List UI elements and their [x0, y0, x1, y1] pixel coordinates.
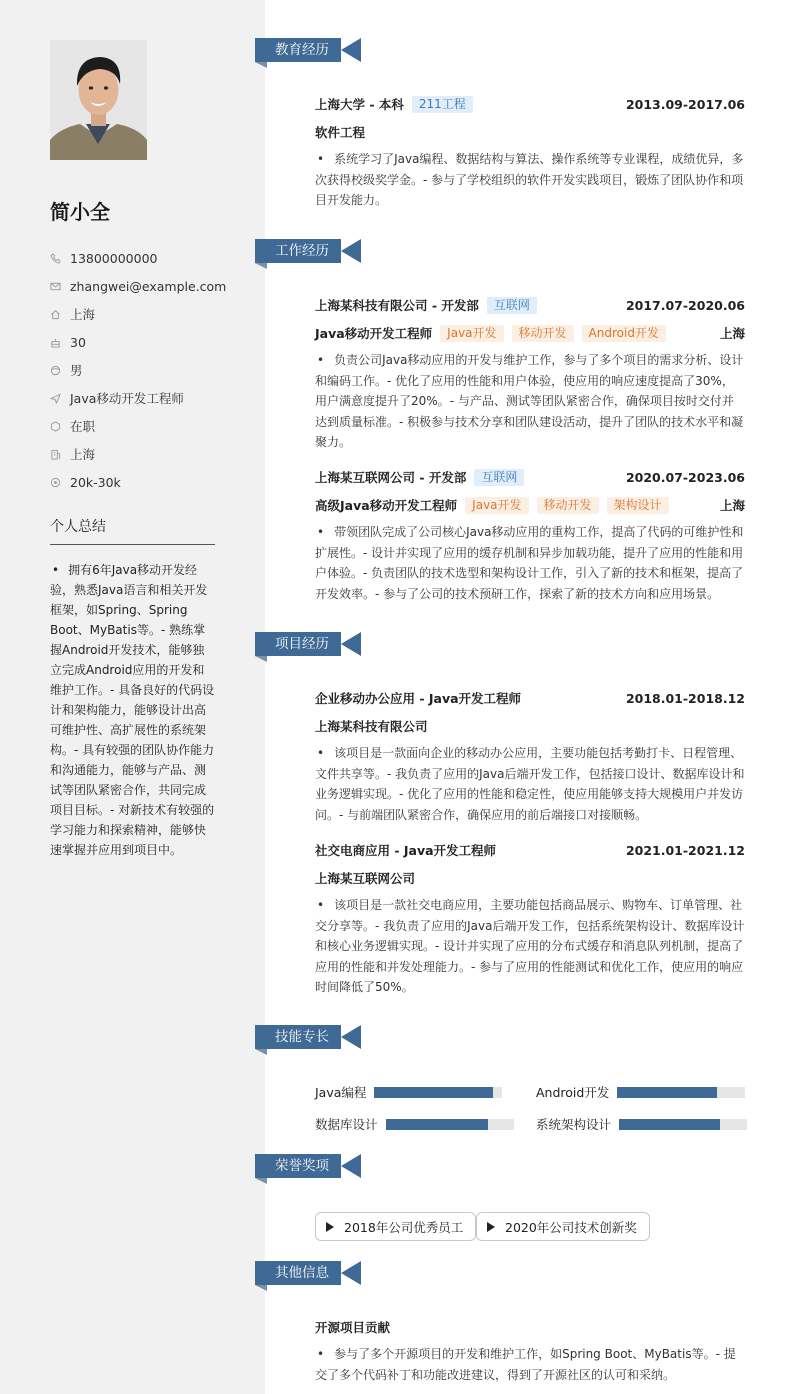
work-city: 上海 — [719, 498, 745, 513]
work-city: 上海 — [719, 326, 745, 341]
phone-icon — [50, 253, 61, 264]
skill-name: Java编程 — [315, 1085, 367, 1100]
work-title: Java移动开发工程师 — [315, 326, 433, 341]
skill-bar-fill — [386, 1119, 488, 1130]
skill-item — [536, 1084, 745, 1100]
work-date: 2017.07-2020.06 — [625, 297, 745, 313]
section-education-title: 教育经历 — [255, 34, 363, 66]
project-company: 上海某互联网公司 — [315, 871, 416, 886]
section-projects-title: 项目经历 — [255, 628, 363, 660]
skill-name: 数据库设计 — [315, 1117, 378, 1132]
education-tag: 211工程 — [412, 96, 473, 113]
info-email: zhangwei@example.com — [50, 272, 250, 300]
work-date: 2020.07-2023.06 — [625, 469, 745, 485]
skill-bar-fill — [617, 1087, 717, 1098]
work-skill-tag: Java开发 — [465, 497, 528, 514]
work-company: 上海某互联网公司 - 开发部 — [315, 470, 467, 485]
education-school: 上海大学 - 本科 — [315, 97, 404, 112]
project-entry — [315, 688, 745, 825]
info-city: 上海 — [50, 440, 250, 468]
work-company: 上海某科技有限公司 - 开发部 — [315, 298, 479, 313]
section-awards-title: 荣誉奖项 — [255, 1150, 363, 1182]
work-industry-tag: 互联网 — [487, 297, 537, 314]
award-item: 2018年公司优秀员工 — [315, 1212, 476, 1241]
summary-text: • 拥有6年Java移动开发经验，熟悉Java语言和相关开发框架，如Spring、Spring Boot、MyBatis等。- 熟练掌握Android开发技术，能够独立完成Android应用的开发和维护工作。- 具备良好的代码设计和架构能力，能够设计出高可维护性、高扩展性的系统架构。- 具有较强的团队协作能力和沟通能力，能够与产品、测试等团队紧密合作，共同完成项目目标。- 对新技术有较强的学习能力和探索精神，能够快速掌握并应用到项目中。 — [50, 560, 216, 860]
info-salary: 20k-30k — [50, 468, 250, 496]
work-entry — [315, 295, 745, 453]
work-entry — [315, 467, 745, 604]
skill-bar-track — [617, 1087, 745, 1098]
other-title: 开源项目贡献 — [315, 1320, 391, 1335]
salary-icon — [50, 477, 61, 488]
work-skill-tag: Java开发 — [440, 325, 503, 342]
info-gender: 男 — [50, 356, 250, 384]
home-icon — [50, 309, 61, 320]
education-date: 2013.09-2017.06 — [625, 96, 745, 112]
play-icon — [326, 1222, 334, 1232]
skill-item — [315, 1116, 514, 1132]
info-phone: 13800000000 — [50, 244, 250, 272]
profile-photo — [50, 40, 147, 160]
work-desc: • 带领团队完成了公司核心Java移动应用的重构工作，提高了代码的可维护性和扩展性。- 设计并实现了应用的缓存机制和异步加载功能，提升了应用的性能和用户体验。- 负责团队的技术选型和架构设计工作，引入了新的技术和框架，提高了开发效率。- 参与了公司的技术预研工作，探索了新的技术方向和应用场景。 — [315, 522, 745, 604]
info-home: 上海 — [50, 300, 250, 328]
play-icon — [487, 1222, 495, 1232]
skill-bar-track — [619, 1119, 747, 1130]
work-skill-tag: 移动开发 — [512, 325, 574, 342]
award-item: 2020年公司技术创新奖 — [476, 1212, 650, 1241]
building-icon — [50, 449, 61, 460]
project-company: 上海某科技有限公司 — [315, 719, 428, 734]
other-entry — [315, 1317, 745, 1385]
skill-bar-track — [386, 1119, 514, 1130]
work-title: 高级Java移动开发工程师 — [315, 498, 458, 513]
age-icon — [50, 337, 61, 348]
info-position: Java移动开发工程师 — [50, 384, 250, 412]
info-status: 在职 — [50, 412, 250, 440]
work-industry-tag: 互联网 — [474, 469, 524, 486]
work-desc: • 负责公司Java移动应用的开发与维护工作，参与了多个项目的需求分析、设计和编码工作。- 优化了应用的性能和用户体验，使应用的响应速度提高了30%，用户满意度提升了20%。- 与产品、测试等团队紧密合作，确保项目按时交付并达到质量标准。- 积极参与技术分享和团队建设活动，提升了团队的技术水平和凝聚力。 — [315, 350, 745, 453]
gender-icon — [50, 365, 61, 376]
skill-bar-track — [374, 1087, 502, 1098]
project-name: 企业移动办公应用 - Java开发工程师 — [315, 691, 522, 706]
skill-item — [315, 1084, 502, 1100]
project-date: 2018.01-2018.12 — [625, 690, 745, 706]
info-age: 30 — [50, 328, 250, 356]
education-entry — [315, 94, 745, 211]
project-date: 2021.01-2021.12 — [625, 842, 745, 858]
project-desc: • 该项目是一款面向企业的移动办公应用，主要功能包括考勤打卡、日程管理、文件共享等。- 我负责了应用的Java后端开发工作，包括接口设计、数据库设计和业务逻辑实现。- 优化了应用的性能和稳定性，使应用能够支持大规模用户并发访问。- 与前端团队紧密合作，确保应用的前后端接口对接顺畅。 — [315, 743, 745, 825]
work-skill-tag: 架构设计 — [607, 497, 669, 514]
work-skill-tag: Android开发 — [582, 325, 666, 342]
skill-bar-fill — [619, 1119, 720, 1130]
other-desc: • 参与了多个开源项目的开发和维护工作，如Spring Boot、MyBatis等。- 提交了多个代码补丁和功能改进建议，得到了开源社区的认可和采纳。 — [315, 1344, 745, 1385]
profile-info-list — [50, 244, 250, 496]
project-name: 社交电商应用 - Java开发工程师 — [315, 843, 497, 858]
mail-icon — [50, 281, 61, 292]
project-entry — [315, 840, 745, 998]
section-other-title: 其他信息 — [255, 1257, 363, 1289]
skill-name: 系统架构设计 — [536, 1117, 612, 1132]
summary-divider — [50, 544, 215, 545]
project-desc: • 该项目是一款社交电商应用，主要功能包括商品展示、购物车、订单管理、社交分享等。- 我负责了应用的Java后端开发工作，包括系统架构设计、数据库设计和核心业务逻辑实现。- 设计并实现了应用的分布式缓存和消息队列机制，提高了应用的性能和并发处理能力。- 参与了应用的性能测试和优化工作，使应用的响应时间降低了50%。 — [315, 895, 745, 998]
summary-title: 个人总结 — [50, 519, 106, 535]
section-skills-title: 技能专长 — [255, 1021, 363, 1053]
education-major: 软件工程 — [315, 125, 366, 140]
skill-bar-fill — [374, 1087, 493, 1098]
section-work-title: 工作经历 — [255, 235, 363, 267]
skill-name: Android开发 — [536, 1085, 610, 1100]
send-icon — [50, 393, 61, 404]
work-skill-tag: 移动开发 — [537, 497, 599, 514]
profile-name: 简小全 — [50, 200, 110, 224]
skill-item — [536, 1116, 747, 1132]
status-icon — [50, 421, 61, 432]
education-desc: • 系统学习了Java编程、数据结构与算法、操作系统等专业课程，成绩优异，多次获得校级奖学金。- 参与了学校组织的软件开发实践项目，锻炼了团队协作和项目开发能力。 — [315, 149, 745, 211]
